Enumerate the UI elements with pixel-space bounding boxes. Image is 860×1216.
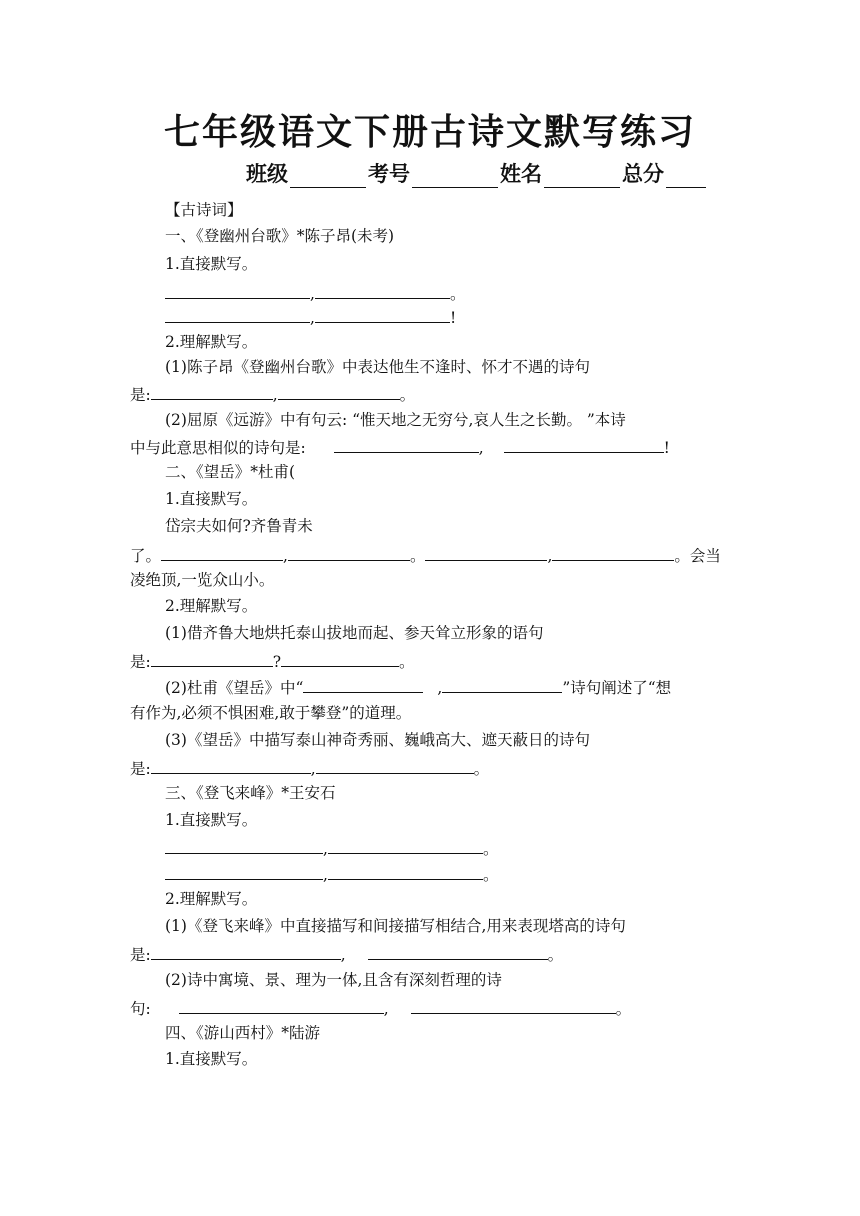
answer-blank[interactable]: [368, 943, 548, 960]
punctuation: 。: [449, 285, 466, 303]
punctuation: 。: [409, 547, 426, 565]
question-text: ”诗句阐述了“想: [562, 679, 672, 697]
poem2-line-1: 岱宗夫如何?齐鲁青未: [165, 517, 313, 535]
poem2-line-3: 凌绝顶,一览众山小。: [130, 571, 275, 589]
poem2-understand-label: 2.理解默写。: [165, 597, 258, 615]
answer-blank[interactable]: [328, 837, 483, 854]
answer-blank[interactable]: [504, 436, 664, 453]
class-label: 班级: [246, 162, 288, 186]
poem-text: 。会当: [674, 547, 721, 565]
answer-blank[interactable]: [425, 544, 547, 561]
poem4-direct-label: 1.直接默写。: [165, 1050, 258, 1068]
punctuation: 。: [399, 386, 416, 404]
poem3-understand-label: 2.理解默写。: [165, 890, 258, 908]
poem2-q1-answer-line: [130, 650, 415, 672]
poem2-q1-text: (1)借齐鲁大地烘托泰山拔地而起、参天耸立形象的语句: [165, 624, 544, 642]
answer-blank[interactable]: [316, 757, 474, 774]
punctuation: !: [449, 309, 457, 327]
poem2-line-2: [130, 544, 721, 566]
answer-blank[interactable]: [328, 863, 483, 880]
answer-blank[interactable]: [288, 544, 410, 561]
answer-blank[interactable]: [151, 650, 273, 667]
punctuation: ,: [437, 679, 443, 697]
answer-prefix: 是:: [130, 653, 151, 671]
name-label: 姓名: [500, 162, 542, 186]
exam-no-label: 考号: [368, 162, 410, 186]
punctuation: ,: [323, 866, 328, 884]
poem1-q1-answer-line: [130, 383, 415, 405]
punctuation: ,: [478, 439, 484, 457]
punctuation: 。: [482, 866, 499, 884]
answer-blank[interactable]: [281, 650, 399, 667]
answer-blank[interactable]: [151, 943, 341, 960]
answer-blank[interactable]: [334, 436, 479, 453]
poem3-direct-label: 1.直接默写。: [165, 811, 258, 829]
poem1-understand-label: 2.理解默写。: [165, 333, 258, 351]
answer-blank[interactable]: [165, 863, 323, 880]
answer-blank[interactable]: [303, 676, 423, 693]
punctuation: !: [663, 439, 670, 457]
punctuation: ,: [340, 946, 346, 964]
answer-prefix: 中与此意思相似的诗句是:: [130, 439, 306, 457]
punctuation: ,: [272, 386, 278, 404]
poem1-q1-text: (1)陈子昂《登幽州台歌》中表达他生不逢时、怀才不遇的诗句: [165, 358, 590, 376]
name-field[interactable]: [544, 165, 620, 188]
answer-blank[interactable]: [278, 383, 400, 400]
poem2-q3-text: (3)《望岳》中描写泰山神奇秀丽、巍峨高大、遮天蔽日的诗句: [165, 731, 590, 749]
punctuation: 。: [399, 653, 415, 671]
answer-blank[interactable]: [151, 757, 311, 774]
poem2-direct-label: 1.直接默写。: [165, 490, 258, 508]
punctuation: ,: [310, 760, 316, 778]
answer-blank[interactable]: [165, 282, 310, 299]
answer-blank[interactable]: [315, 306, 450, 323]
answer-blank[interactable]: [151, 383, 273, 400]
answer-prefix: 是:: [130, 946, 151, 964]
poem4-heading: 四、《游山西村》*陆游: [165, 1024, 321, 1042]
poem3-heading: 三、《登飞来峰》*王安石: [165, 784, 336, 802]
answer-blank[interactable]: [552, 544, 674, 561]
student-info-line: [246, 158, 708, 188]
poem3-q2-text: (2)诗中寓境、景、理为一体,且含有深刻哲理的诗: [165, 971, 502, 989]
poem2-q3-answer-line: [130, 757, 489, 779]
answer-prefix: 是:: [130, 760, 151, 778]
punctuation: 。: [615, 1000, 632, 1018]
answer-blank[interactable]: [179, 997, 384, 1014]
section-heading: 【古诗词】: [165, 201, 243, 219]
poem1-q2-answer-line: [130, 436, 670, 458]
poem2-q2-text-2: 有作为,必须不惧困难,敢于攀登”的道理。: [130, 704, 412, 722]
poem1-heading: 一、《登幽州台歌》*陈子昂(未考): [165, 227, 395, 245]
answer-blank[interactable]: [165, 306, 310, 323]
answer-blank[interactable]: [161, 544, 283, 561]
poem2-q2-line: [165, 676, 671, 698]
answer-prefix: 句:: [130, 1000, 151, 1018]
punctuation: ,: [283, 547, 288, 565]
class-field[interactable]: [290, 165, 366, 188]
poem2-heading: 二、《望岳》*杜甫(: [165, 463, 296, 481]
punctuation: 。: [547, 946, 564, 964]
poem1-direct-label: 1.直接默写。: [165, 255, 258, 273]
total-field[interactable]: [666, 165, 706, 188]
poem3-blank-line-2: [165, 863, 498, 885]
page-title: 七年级语文下册古诗文默写练习: [163, 112, 696, 153]
punctuation: 。: [473, 760, 490, 778]
punctuation: 。: [482, 840, 499, 858]
poem3-q1-text: (1)《登飞来峰》中直接描写和间接描写相结合,用来表现塔高的诗句: [165, 917, 626, 935]
poem1-q2-text: (2)屈原《远游》中有句云: “惟天地之无穷兮,哀人生之长勤。 ”本诗: [165, 411, 626, 429]
poem-text: 了。: [130, 547, 162, 565]
punctuation: ,: [310, 285, 315, 303]
punctuation: ,: [547, 547, 553, 565]
punctuation: ,: [323, 840, 328, 858]
poem1-blank-line-1: [165, 282, 465, 304]
answer-prefix: 是:: [130, 386, 151, 404]
poem3-q1-answer-line: [130, 943, 563, 965]
answer-blank[interactable]: [315, 282, 450, 299]
punctuation: ,: [310, 309, 315, 327]
poem3-q2-answer-line: [130, 997, 631, 1019]
answer-blank[interactable]: [411, 997, 616, 1014]
answer-blank[interactable]: [165, 837, 323, 854]
poem3-blank-line-1: [165, 837, 498, 859]
poem1-blank-line-2: [165, 306, 456, 328]
answer-blank[interactable]: [442, 676, 562, 693]
question-text: (2)杜甫《望岳》中“: [165, 679, 304, 697]
exam-no-field[interactable]: [412, 165, 498, 188]
punctuation: ?: [272, 653, 282, 671]
total-label: 总分: [622, 162, 664, 186]
punctuation: ,: [383, 1000, 389, 1018]
